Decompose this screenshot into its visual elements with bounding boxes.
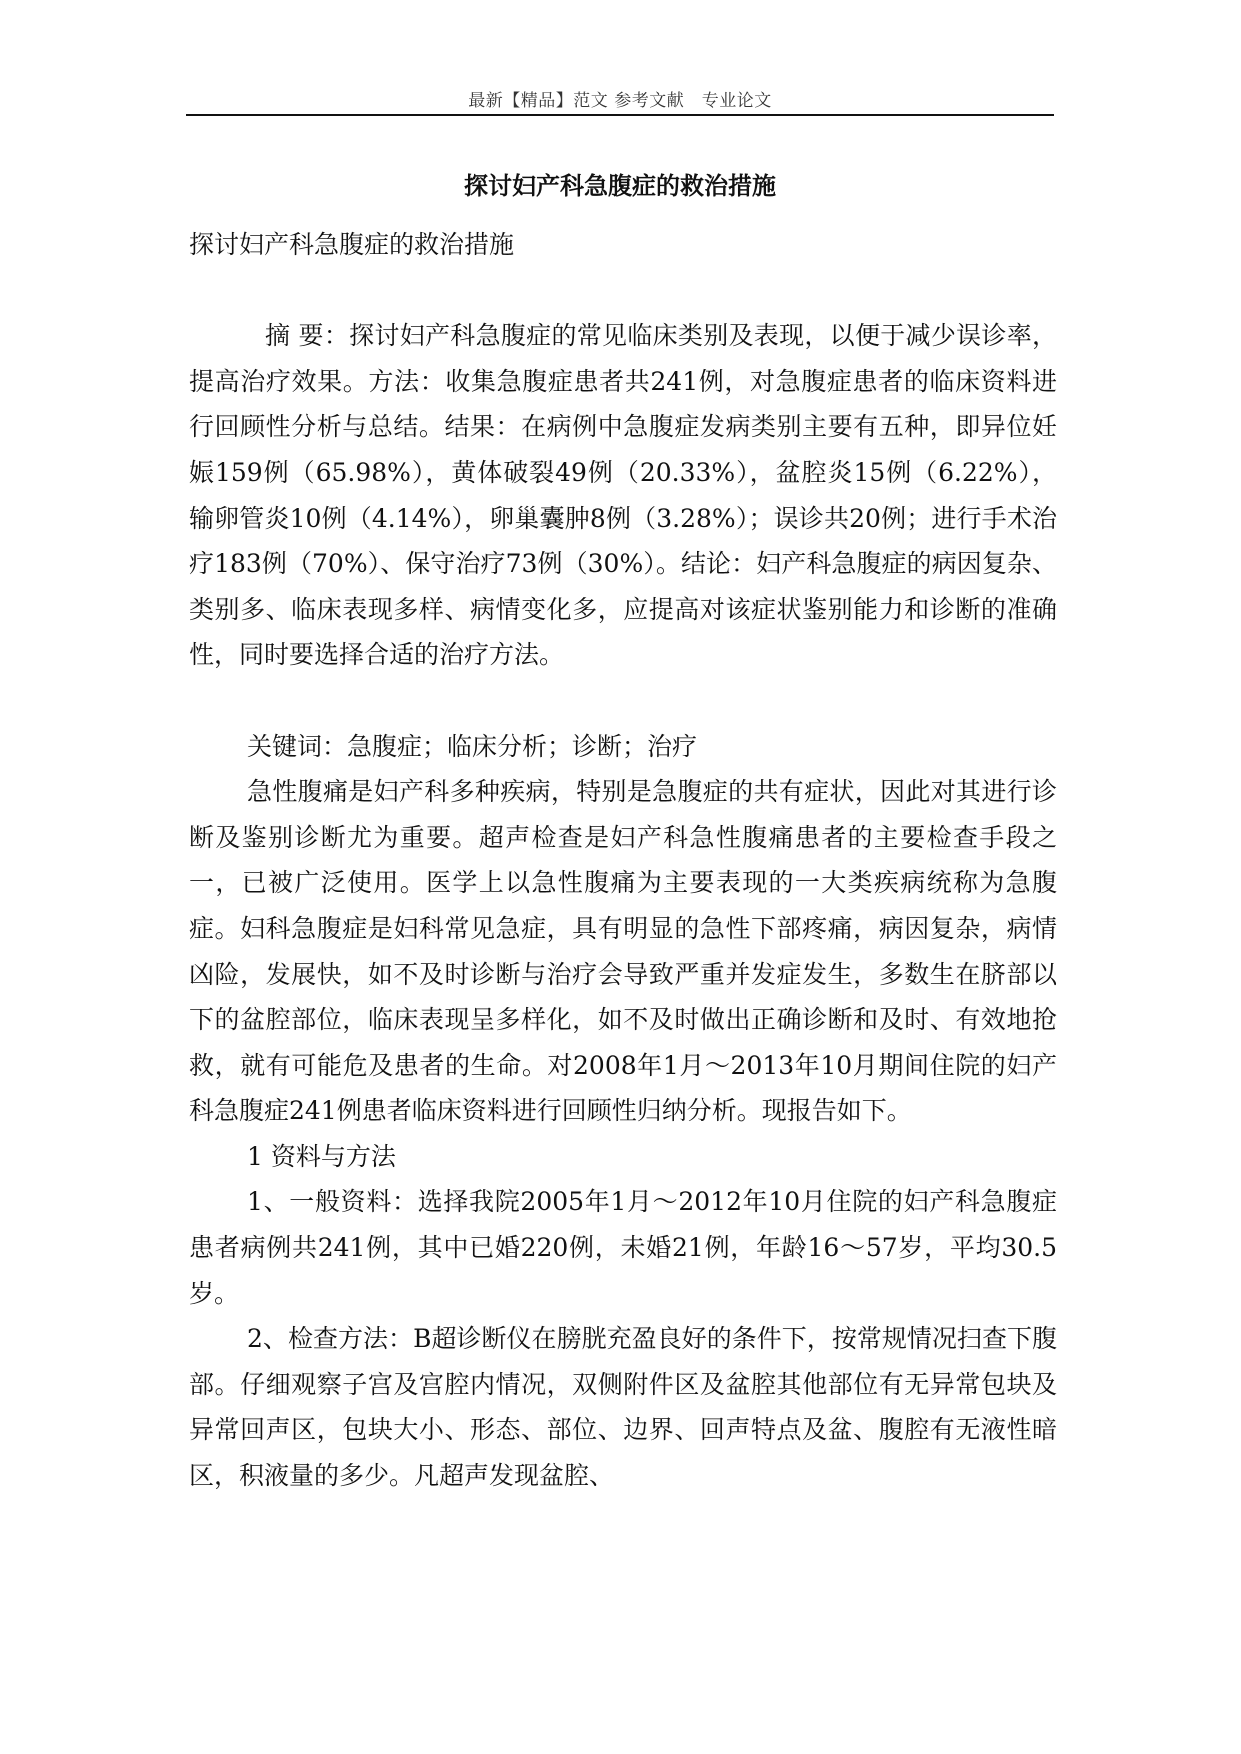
section-heading: 1 资料与方法 (247, 1141, 396, 1171)
document-subtitle: 探讨妇产科急腹症的救治措施 (189, 230, 515, 259)
general-info-paragraph: 1、一般资料：选择我院2005年1月～2012年10月住院的妇产科急腹症患者病例共241例，其中已婚220例，未婚21例，年龄16～57岁，平均30.5岁。 (189, 1187, 1057, 1308)
document-body (189, 222, 1057, 1499)
exam-method-paragraph: 2、检查方法：B超诊断仪在膀胱充盈良好的条件下，按常规情况扫查下腹部。仔细观察子宫及宫腔内情况，双侧附件区及盆腔其他部位有无异常包块及异常回声区，包块大小、形态、部位、边界、回声特点及盆、腹腔有无液性暗区，积液量的多少。凡超声发现盆腔、 (189, 1324, 1057, 1491)
keywords-line: 关键词：急腹症；临床分析；诊断；治疗 (247, 731, 698, 761)
page-header: 最新【精品】范文 参考文献 专业论文 (468, 91, 772, 111)
header-divider (186, 114, 1054, 116)
document-title: 探讨妇产科急腹症的救治措施 (464, 171, 776, 200)
intro-paragraph: 急性腹痛是妇产科多种疾病，特别是急腹症的共有症状，因此对其进行诊断及鉴别诊断尤为重要。超声检查是妇产科急性腹痛患者的主要检查手段之一，已被广泛使用。医学上以急性腹痛为主要表现的一大类疾病统称为急腹症。妇科急腹症是妇科常见急症，具有明显的急性下部疼痛，病因复杂，病情凶险，发展快，如不及时诊断与治疗会导致严重并发症发生，多数生在脐部以下的盆腔部位，临床表现呈多样化，如不及时做出正确诊断和及时、有效地抢救，就有可能危及患者的生命。对2008年1月～2013年10月期间住院的妇产科急腹症241例患者临床资料进行回顾性归纳分析。现报告如下。 (189, 777, 1057, 1126)
abstract-paragraph: 摘 要：探讨妇产科急腹症的常见临床类别及表现，以便于减少误诊率，提高治疗效果。方法：收集急腹症患者共241例，对急腹症患者的临床资料进行回顾性分析与总结。结果：在病例中急腹症发病类别主要有五种，即异位妊娠159例（65.98%），黄体破裂49例（20.33%），盆腔炎15例（6.22%），输卵管炎10例（4.14%），卵巢囊肿8例（3.28%）；误诊共20例；进行手术治疗183例（70%）、保守治疗73例（30%）。结论：妇产科急腹症的病因复杂、类别多、临床表现多样、病情变化多，应提高对该症状鉴别能力和诊断的准确性，同时要选择合适的治疗方法。 (189, 321, 1057, 670)
